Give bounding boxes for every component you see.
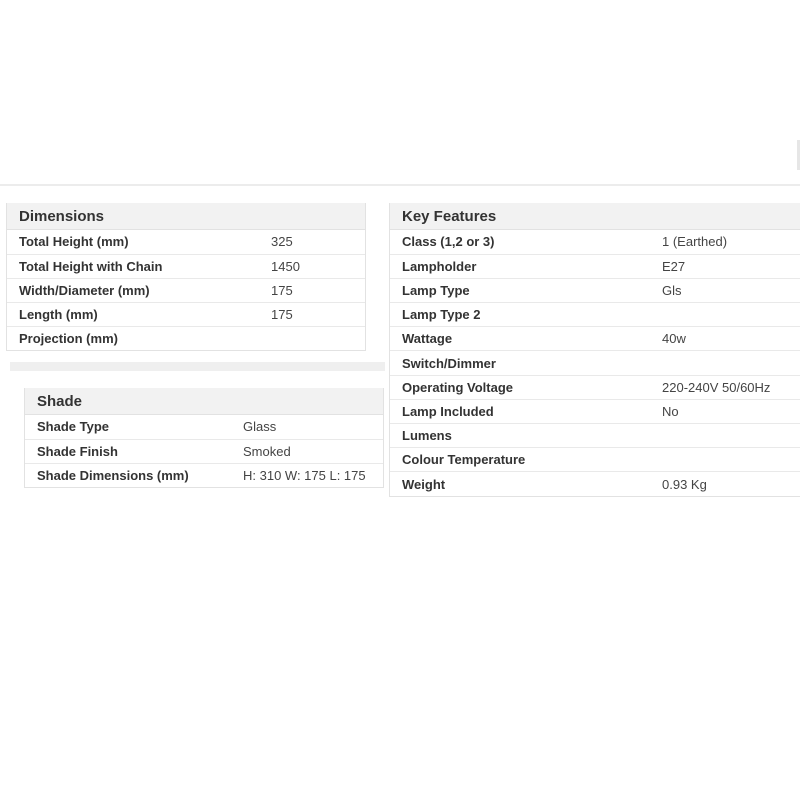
spec-row	[390, 278, 800, 302]
spec-row	[7, 326, 365, 350]
spec-value: Gls	[650, 278, 800, 302]
spec-value: Glass	[231, 415, 383, 439]
shade-title: Shade	[25, 388, 383, 415]
spec-label: Shade Type	[25, 415, 231, 439]
spec-label: Wattage	[390, 327, 650, 351]
spec-value: 325	[259, 230, 365, 254]
spec-row	[390, 399, 800, 423]
spec-label: Length (mm)	[7, 302, 259, 326]
spec-row	[7, 254, 365, 278]
spec-value: 0.93 Kg	[662, 476, 707, 492]
spec-label: Projection (mm)	[19, 330, 118, 346]
shade-panel	[24, 388, 384, 488]
spec-label: Shade Finish	[25, 439, 231, 463]
spec-label: Lamp Included	[390, 399, 650, 423]
spec-label: Lampholder	[390, 254, 650, 278]
spec-row	[390, 230, 800, 254]
spec-label: Width/Diameter (mm)	[7, 278, 259, 302]
top-divider	[0, 184, 800, 186]
spec-row	[25, 439, 383, 463]
spec-value: 1450	[259, 254, 365, 278]
spec-value: No	[650, 399, 800, 423]
spec-row	[390, 254, 800, 278]
spec-row	[25, 415, 383, 439]
key-features-title: Key Features	[390, 203, 800, 230]
spec-value: 40w	[650, 327, 800, 351]
key-features-panel	[389, 203, 800, 497]
spec-value: 1 (Earthed)	[650, 230, 800, 254]
spec-value: Smoked	[231, 439, 383, 463]
dimensions-title: Dimensions	[7, 203, 365, 230]
spec-label: Lamp Type	[390, 278, 650, 302]
spec-value: 220-240V 50/60Hz	[650, 375, 800, 399]
spec-label: Lamp Type 2	[390, 303, 650, 327]
key-features-table	[390, 230, 800, 496]
dimensions-table	[7, 230, 365, 350]
spec-value: 175	[259, 302, 365, 326]
spec-row	[25, 463, 383, 487]
spec-label: Operating Voltage	[390, 375, 650, 399]
spec-row	[390, 424, 800, 448]
spec-row	[390, 303, 800, 327]
spec-label: Total Height (mm)	[7, 230, 259, 254]
spec-label: Switch/Dimmer	[390, 351, 650, 375]
spec-row	[390, 327, 800, 351]
spec-label: Class (1,2 or 3)	[390, 230, 650, 254]
spec-value	[259, 326, 365, 350]
spec-label: Total Height with Chain	[7, 254, 259, 278]
spec-value: E27	[650, 254, 800, 278]
spec-label: Lumens	[390, 424, 650, 448]
spec-row	[390, 472, 800, 496]
spec-row	[390, 448, 800, 472]
spec-value	[650, 424, 800, 448]
spec-value	[650, 448, 800, 472]
spec-row	[7, 278, 365, 302]
spec-label: Colour Temperature	[390, 448, 650, 472]
spec-value: H: 310 W: 175 L: 175	[243, 467, 366, 483]
spec-value	[650, 303, 800, 327]
spec-value: 175	[259, 278, 365, 302]
spec-row	[390, 351, 800, 375]
spec-row	[7, 230, 365, 254]
spec-row	[390, 375, 800, 399]
spec-label: Shade Dimensions (mm)	[37, 467, 189, 483]
section-spacer	[10, 362, 385, 371]
spec-value	[650, 351, 800, 375]
shade-table	[25, 415, 383, 487]
spec-label: Weight	[402, 476, 446, 492]
dimensions-panel	[6, 203, 366, 351]
spec-row	[7, 302, 365, 326]
